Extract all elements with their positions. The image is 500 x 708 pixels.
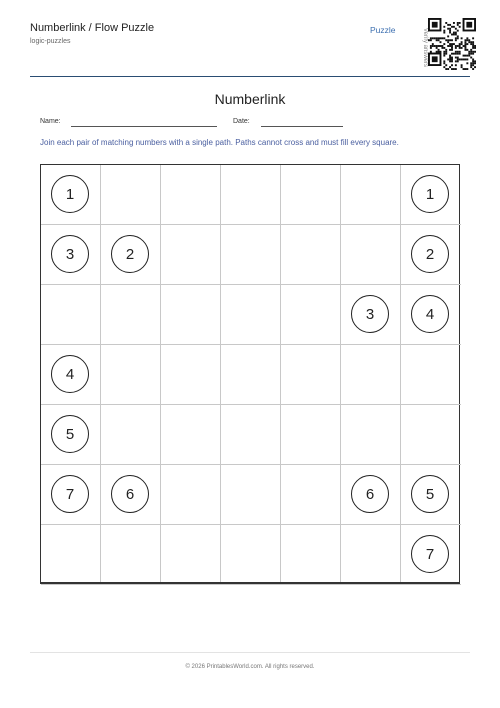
document-subtitle: logic-puzzles (30, 38, 71, 45)
number-clue: 3 (51, 235, 89, 273)
grid-cell[interactable] (161, 285, 221, 345)
puzzle-title: Numberlink (214, 91, 286, 107)
grid-cell[interactable] (101, 225, 161, 285)
grid-cell[interactable] (101, 345, 161, 405)
grid-cell[interactable] (341, 345, 401, 405)
document-type-label: Puzzle (370, 25, 396, 35)
grid-cell[interactable] (41, 225, 101, 285)
grid-bottom-border (40, 582, 460, 584)
number-clue: 5 (411, 475, 449, 513)
grid-cell[interactable] (401, 165, 461, 225)
grid-cell[interactable] (161, 465, 221, 525)
number-clue: 4 (51, 355, 89, 393)
grid-cell[interactable] (221, 165, 281, 225)
grid-cell[interactable] (41, 405, 101, 465)
grid-cell[interactable] (221, 405, 281, 465)
grid-cell[interactable] (221, 465, 281, 525)
grid-cell[interactable] (221, 285, 281, 345)
grid-cell[interactable] (161, 345, 221, 405)
grid-cell[interactable] (401, 525, 461, 585)
number-clue: 7 (411, 535, 449, 573)
page-header (30, 22, 470, 76)
number-clue: 4 (411, 295, 449, 333)
date-field[interactable] (261, 126, 343, 127)
grid-cell[interactable] (41, 165, 101, 225)
grid-cell[interactable] (341, 165, 401, 225)
number-clue: 6 (351, 475, 389, 513)
grid-cell[interactable] (101, 165, 161, 225)
number-clue: 7 (51, 475, 89, 513)
grid-cell[interactable] (281, 285, 341, 345)
qr-code-icon[interactable] (428, 18, 476, 74)
grid-cell[interactable] (281, 405, 341, 465)
grid-cell[interactable] (281, 525, 341, 585)
number-clue: 6 (111, 475, 149, 513)
grid-cell[interactable] (281, 465, 341, 525)
grid-cell[interactable] (41, 525, 101, 585)
grid-cell[interactable] (221, 225, 281, 285)
number-clue: 5 (51, 415, 89, 453)
number-clue: 2 (111, 235, 149, 273)
document-title: Numberlink / Flow Puzzle (30, 22, 155, 34)
grid-cell[interactable] (221, 525, 281, 585)
grid-cell[interactable] (161, 525, 221, 585)
grid-cell[interactable] (281, 345, 341, 405)
grid-cell[interactable] (101, 285, 161, 345)
name-label: Name: (40, 118, 61, 125)
grid-cell[interactable] (281, 165, 341, 225)
number-clue: 2 (411, 235, 449, 273)
grid-cell[interactable] (341, 465, 401, 525)
puzzle-grid[interactable] (40, 164, 460, 584)
grid-cell[interactable] (401, 405, 461, 465)
verify-answers-label: Verify answers (422, 28, 428, 68)
grid-cell[interactable] (41, 345, 101, 405)
grid-cell[interactable] (341, 405, 401, 465)
grid-cell[interactable] (401, 345, 461, 405)
grid-cell[interactable] (161, 405, 221, 465)
instructions: Join each pair of matching numbers with a single path. Paths cannot cross and must fill every square. (40, 138, 399, 147)
name-field[interactable] (71, 126, 217, 127)
grid-cell[interactable] (341, 525, 401, 585)
grid-cell[interactable] (401, 465, 461, 525)
footer-divider (30, 652, 470, 653)
grid-cell[interactable] (221, 345, 281, 405)
footer-copyright: © 2026 PrintablesWorld.com. All rights reserved. (185, 664, 315, 670)
grid-cell[interactable] (41, 465, 101, 525)
date-label: Date: (233, 118, 250, 125)
header-divider (30, 76, 470, 77)
grid-cell[interactable] (101, 525, 161, 585)
grid-cell[interactable] (281, 225, 341, 285)
grid-cell[interactable] (341, 285, 401, 345)
grid-cell[interactable] (41, 285, 101, 345)
grid-cell[interactable] (401, 285, 461, 345)
number-clue: 1 (51, 175, 89, 213)
grid-cell[interactable] (101, 405, 161, 465)
grid-cell[interactable] (341, 225, 401, 285)
number-clue: 3 (351, 295, 389, 333)
grid-cell[interactable] (101, 465, 161, 525)
number-clue: 1 (411, 175, 449, 213)
grid-cell[interactable] (161, 165, 221, 225)
grid-cell[interactable] (401, 225, 461, 285)
grid-cell[interactable] (161, 225, 221, 285)
